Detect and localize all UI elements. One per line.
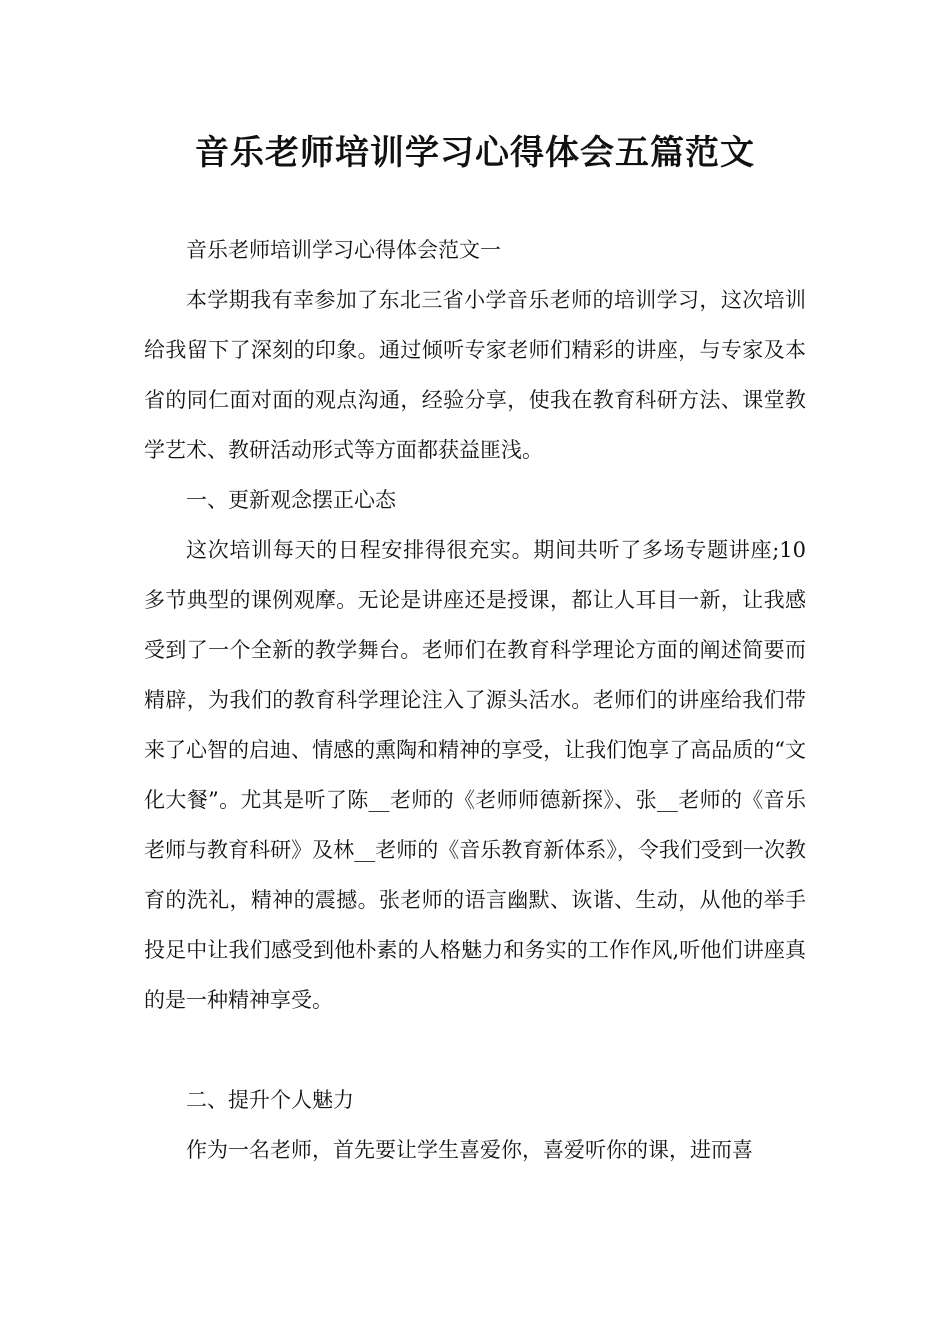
paragraph-section-one: 这次培训每天的日程安排得很充实。期间共听了多场专题讲座;10多节典型的课例观摩。无论是讲座还是授课，都让人耳目一新，让我感受到了一个全新的教学舞台。老师们在教育科学理论方面的阐述简要而精辟，为我们的教育科学理论注入了源头活水。老师们的讲座给我们带来了心智的启迪、情感的熏陶和精神的享受，让我们饱享了高品质的“文化大餐”。尤其是听了陈__老师的《老师师德新探》、张__老师的《音乐老师与教育科研》及林__老师的《音乐教育新体系》，令我们受到一次教育的洗礼，精神的震撼。张老师的语言幽默、诙谐、生动，从他的举手投足中让我们感受到他朴素的人格魅力和务实的工作作风,听他们讲座真的是一种精神享受。 xyxy=(144,538,806,1012)
paragraph-spacer xyxy=(144,1025,806,1075)
section-heading-essay-one: 音乐老师培训学习心得体会范文一 xyxy=(186,238,501,262)
section-heading-one: 一、更新观念摆正心态 xyxy=(186,488,396,512)
document-title: 音乐老师培训学习心得体会五篇范文 xyxy=(195,133,755,173)
section-heading-two: 二、提升个人魅力 xyxy=(186,1088,354,1112)
document-body xyxy=(144,225,806,1175)
paragraph-intro: 本学期我有幸参加了东北三省小学音乐老师的培训学习，这次培训给我留下了深刻的印象。通过倾听专家老师们精彩的讲座，与专家及本省的同仁面对面的观点沟通，经验分享，使我在教育科研方法、课堂教学艺术、教研活动形式等方面都获益匪浅。 xyxy=(144,288,806,462)
paragraph-section-two: 作为一名老师，首先要让学生喜爱你，喜爱听你的课，进而喜 xyxy=(186,1138,753,1162)
